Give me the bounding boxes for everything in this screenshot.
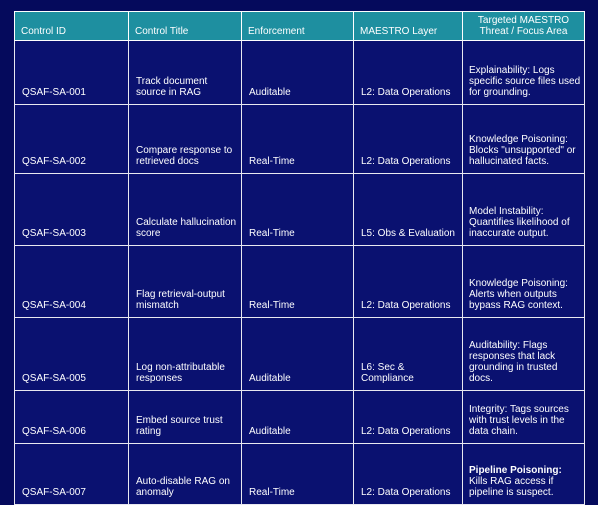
cell-control-title: Auto-disable RAG on anomaly — [129, 444, 242, 505]
threat-description: Kills RAG access if pipeline is suspect. — [469, 476, 554, 498]
cell-enforcement: Real-Time — [242, 174, 354, 246]
cell-control-title: Calculate hallucination score — [129, 174, 242, 246]
cell-enforcement: Auditable — [242, 41, 354, 105]
threat-label-bold: Pipeline Poisoning: — [469, 465, 562, 476]
cell-control-id: QSAF-SA-005 — [15, 318, 129, 391]
cell-enforcement: Auditable — [242, 391, 354, 444]
cell-control-title: Log non-attributable responses — [129, 318, 242, 391]
cell-control-id: QSAF-SA-007 — [15, 444, 129, 505]
cell-enforcement: Auditable — [242, 318, 354, 391]
cell-maestro-layer: L5: Obs & Evaluation — [354, 174, 463, 246]
cell-maestro-layer: L2: Data Operations — [354, 105, 463, 174]
cell-threat: Integrity: Tags sources with trust levels in the data chain. — [463, 391, 585, 444]
cell-maestro-layer: L2: Data Operations — [354, 246, 463, 318]
controls-table — [14, 11, 585, 505]
table-row — [15, 444, 585, 505]
cell-control-title: Compare response to retrieved docs — [129, 105, 242, 174]
cell-maestro-layer: L2: Data Operations — [354, 41, 463, 105]
cell-control-id: QSAF-SA-004 — [15, 246, 129, 318]
cell-threat: Model Instability: Quantifies likelihood of inaccurate output. — [463, 174, 585, 246]
header-control-id: Control ID — [15, 12, 129, 41]
cell-enforcement: Real-Time — [242, 246, 354, 318]
table-header-row — [15, 12, 585, 41]
cell-threat: Auditability: Flags responses that lack grounding in trusted docs. — [463, 318, 585, 391]
header-control-title: Control Title — [129, 12, 242, 41]
cell-control-id: QSAF-SA-006 — [15, 391, 129, 444]
cell-control-title: Track document source in RAG — [129, 41, 242, 105]
cell-control-id: QSAF-SA-003 — [15, 174, 129, 246]
table-row — [15, 246, 585, 318]
header-threat-focus: Targeted MAESTRO Threat / Focus Area — [463, 12, 585, 41]
cell-threat: Explainability: Logs specific source files used for grounding. — [463, 41, 585, 105]
table-row — [15, 105, 585, 174]
header-maestro-layer: MAESTRO Layer — [354, 12, 463, 41]
header-enforcement: Enforcement — [242, 12, 354, 41]
controls-table-container — [14, 11, 584, 498]
table-row — [15, 318, 585, 391]
cell-maestro-layer: L2: Data Operations — [354, 391, 463, 444]
cell-control-title: Embed source trust rating — [129, 391, 242, 444]
table-row — [15, 174, 585, 246]
cell-threat: Knowledge Poisoning: Alerts when outputs bypass RAG context. — [463, 246, 585, 318]
cell-control-id: QSAF-SA-002 — [15, 105, 129, 174]
cell-control-id: QSAF-SA-001 — [15, 41, 129, 105]
cell-enforcement: Real-Time — [242, 444, 354, 505]
cell-maestro-layer: L2: Data Operations — [354, 444, 463, 505]
table-row — [15, 391, 585, 444]
table-row — [15, 41, 585, 105]
cell-enforcement: Real-Time — [242, 105, 354, 174]
cell-threat — [463, 444, 585, 505]
cell-threat: Knowledge Poisoning: Blocks "unsupported" or hallucinated facts. — [463, 105, 585, 174]
cell-maestro-layer: L6: Sec & Compliance — [354, 318, 463, 391]
cell-control-title: Flag retrieval-output mismatch — [129, 246, 242, 318]
